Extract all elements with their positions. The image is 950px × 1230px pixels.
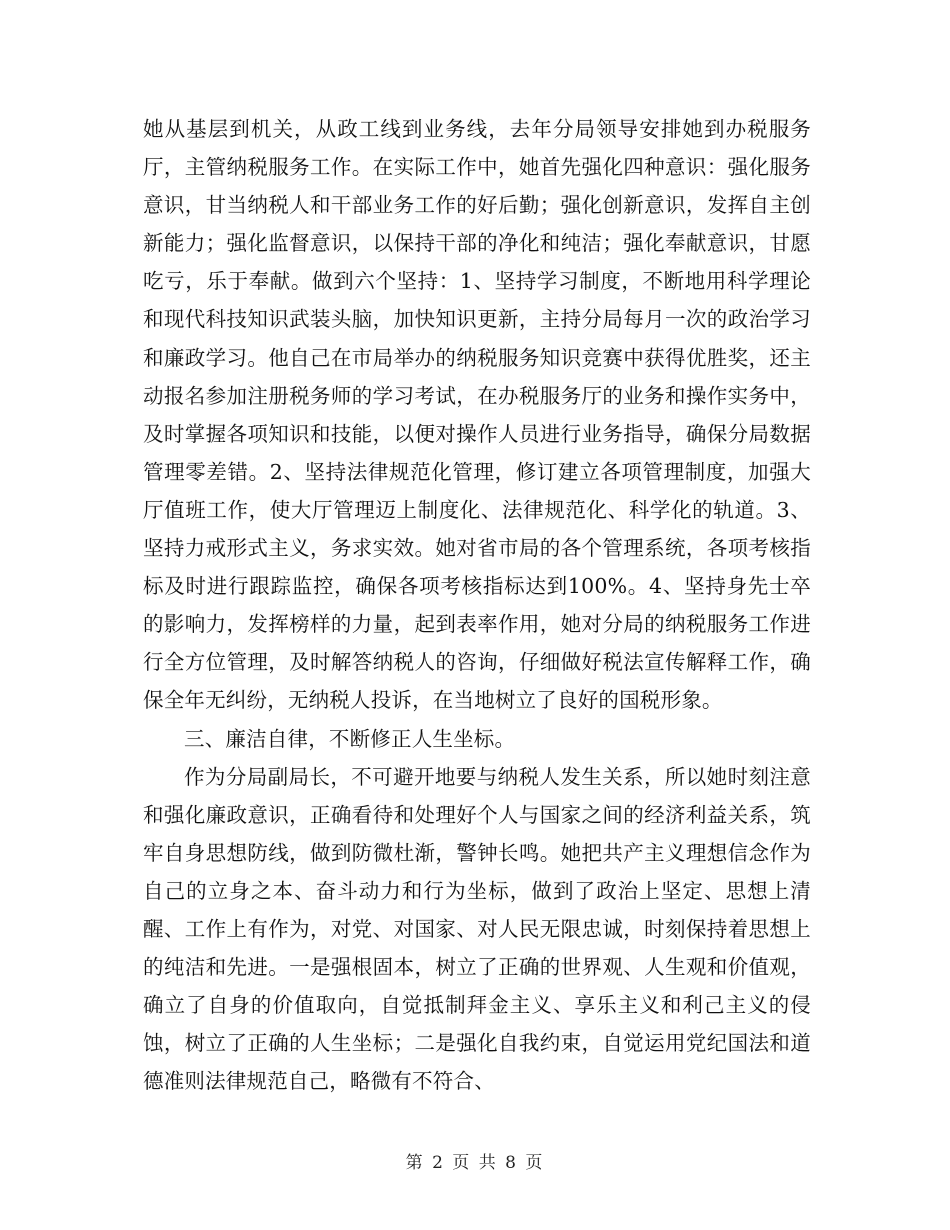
page-number-footer: 第 2 页 共 8 页 <box>405 1153 545 1173</box>
paragraph-work-duties: 她从基层到机关，从政工线到业务线，去年分局领导安排她到办税服务厅，主管纳税服务工作。在实际工作中，她首先强化四种意识：强化服务意识，甘当纳税人和干部业务工作的好后勤；强化创新意识，发挥自主创新能力；强化监督意识，以保持干部的净化和纯洁；强化奉献意识，甘愿吃亏，乐于奉献。做到六个坚持：1、坚持学习制度，不断地用科学理论和现代科技知识武装头脑，加快知识更新，主持分局每月一次的政治学习和廉政学习。他自己在市局举办的纳税服务知识竞赛中获得优胜奖，还主动报名参加注册税务师的学习考试，在办税服务厅的业务和操作实务中，及时掌握各项知识和技能，以便对操作人员进行业务指导，确保分局数据管理零差错。2、坚持法律规范化管理，修订建立各项管理制度，加强大厅值班工作，使大厅管理迈上制度化、法律规范化、科学化的轨道。3、坚持力戒形式主义，务求实效。她对省市局的各个管理系统，各项考核指标及时进行跟踪监控，确保各项考核指标达到100%。4、坚持身先士卒的影响力，发挥榜样的力量，起到表率作用，她对分局的纳税服务工作进行全方位管理，及时解答纳税人的咨询，仔细做好税法宣传解释工作，确保全年无纠纷，无纳税人投诉，在当地树立了良好的国税形象。 <box>143 117 811 713</box>
document-body <box>143 110 811 1100</box>
paragraph-integrity: 作为分局副局长，不可避开地要与纳税人发生关系，所以她时刻注意和强化廉政意识，正确看待和处理好个人与国家之间的经济利益关系，筑牢自身思想防线，做到防微杜渐，警钟长鸣。她把共产主义理想信念作为自己的立身之本、奋斗动力和行为坐标，做到了政治上坚定、思想上清醒、工作上有作为，对党、对国家、对人民无限忠诚，时刻保持着思想上的纯洁和先进。一是强根固本，树立了正确的世界观、人生观和价值观，确立了自身的价值取向，自觉抵制拜金主义、享乐主义和利己主义的侵蚀，树立了正确的人生坐标；二是强化自我约束，自觉运用党纪国法和道德准则法律规范自己，略微有不符合、 <box>143 764 811 1094</box>
section-heading-integrity: 三、廉洁自律，不断修正人生坐标。 <box>184 726 516 751</box>
